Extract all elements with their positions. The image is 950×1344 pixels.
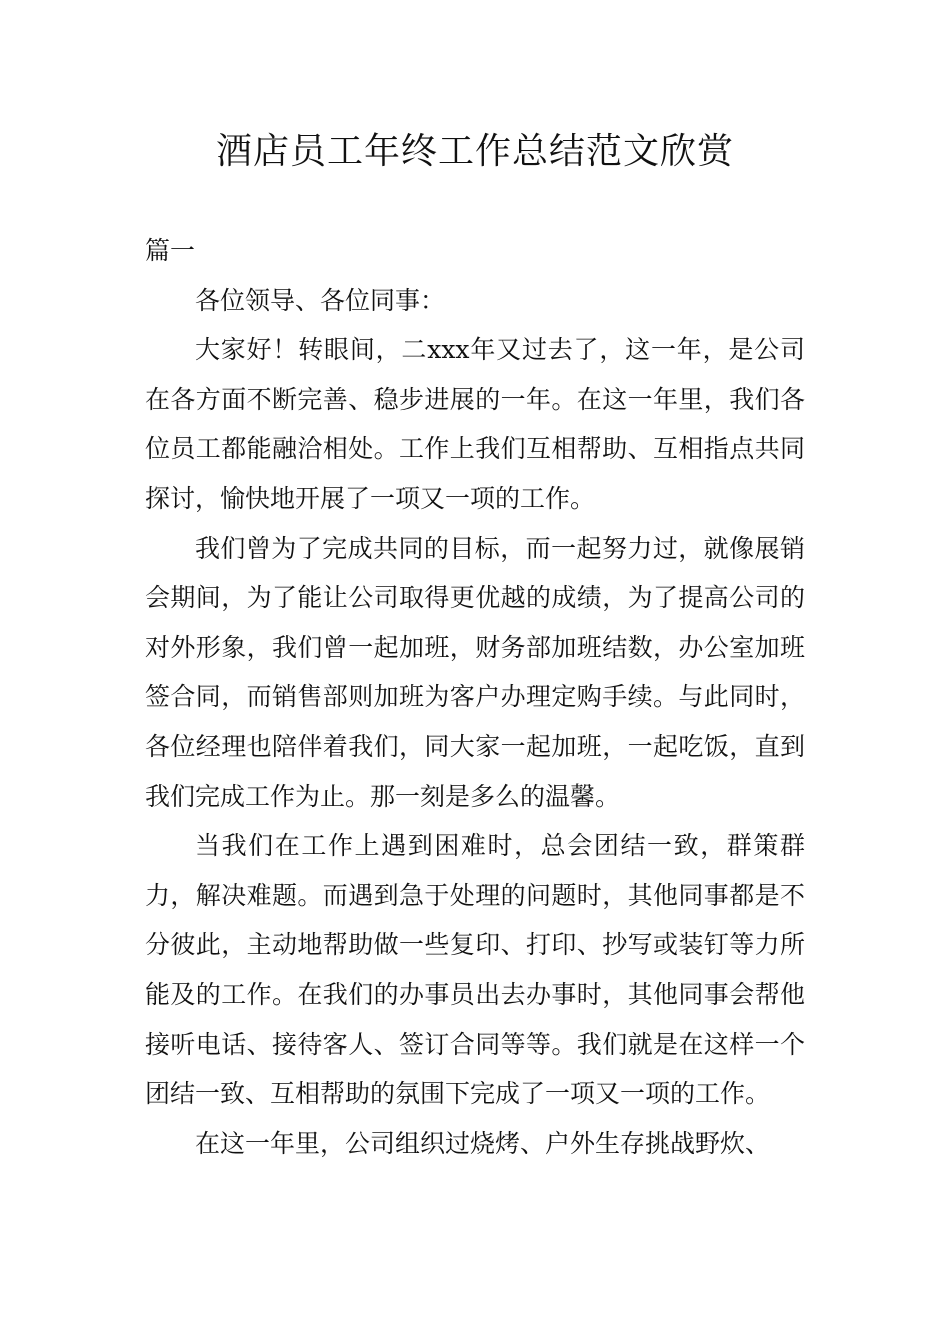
paragraph-2: 我们曾为了完成共同的目标，而一起努力过，就像展销会期间，为了能让公司取得更优越的成绩，为了提高公司的对外形象，我们曾一起加班，财务部加班结数，办公室加班签合同，而销售部则加班为客户办理定购手续。与此同时，各位经理也陪伴着我们，同大家一起加班，一起吃饭，直到我们完成工作为止。那一刻是多么的温馨。 bbox=[145, 533, 805, 811]
paragraph-3: 当我们在工作上遇到困难时，总会团结一致，群策群力，解决难题。而遇到急于处理的问题时，其他同事都是不分彼此，主动地帮助做一些复印、打印、抄写或装钉等力所能及的工作。在我们的办事员出去办事时，其他同事会帮他接听电话、接待客人、签订合同等等。我们就是在这样一个团结一致、互相帮助的氛围下完成了一项又一项的工作。 bbox=[145, 831, 805, 1109]
section-label: 篇一 bbox=[145, 236, 196, 265]
paragraph-4: 在这一年里，公司组织过烧烤、户外生存挑战野炊、 bbox=[195, 1128, 771, 1158]
paragraph-1: 大家好！转眼间，二xxx年又过去了，这一年，是公司在各方面不断完善、稳步进展的一年。在这一年里，我们各位员工都能融洽相处。工作上我们互相帮助、互相指点共同探讨，愉快地开展了一项又一项的工作。 bbox=[145, 335, 805, 513]
paragraph-greeting: 各位领导、各位同事： bbox=[195, 285, 446, 315]
document-title: 酒店员工年终工作总结范文欣赏 bbox=[215, 131, 734, 172]
document-body bbox=[145, 226, 805, 1168]
